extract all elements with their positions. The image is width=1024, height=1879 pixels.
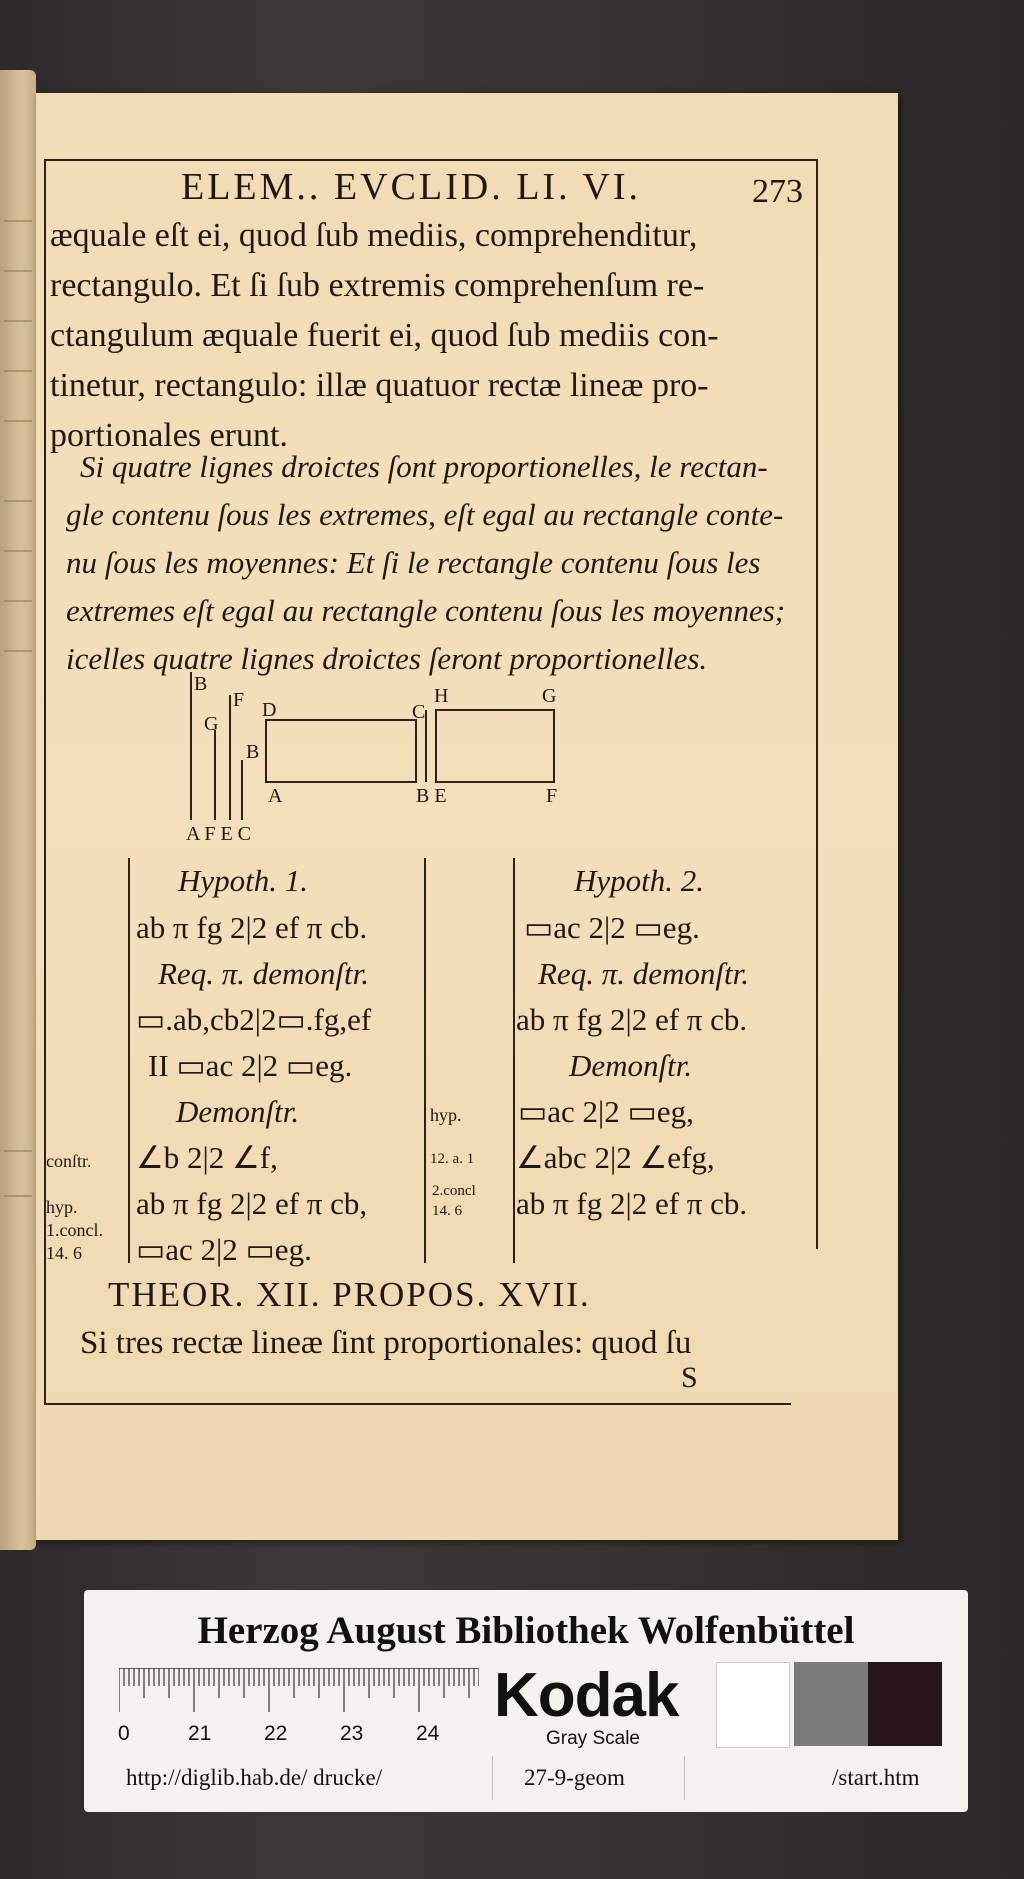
label-g-right: G [542, 685, 557, 707]
left-line-4: ∠b 2|2 ∠f, [136, 1140, 278, 1175]
kodak-logo: Kodak [494, 1661, 679, 1730]
geometry-diagram [186, 670, 706, 850]
left-req: Req. π. demonſtr. [158, 956, 369, 991]
label-f: F [233, 689, 245, 711]
book-page [36, 93, 898, 1540]
label-d: D [262, 699, 277, 721]
strip-divider-2 [684, 1756, 685, 1800]
left-line-2: ▭.ab,cb2|2▭.fg,ef [136, 1002, 372, 1037]
label-b-mid: B [246, 741, 260, 763]
latin-line-4: tinetur, rectangulo: illæ quatuor rectæ lineæ pro- [50, 367, 709, 404]
label-h: H [434, 685, 449, 707]
mid-margin-concl: 2.concl [432, 1183, 476, 1199]
label-b-top: B [194, 673, 208, 695]
ruler-number-21: 21 [188, 1722, 212, 1745]
ruler-scale [119, 1668, 479, 1728]
left-line-5: ab π fg 2|2 ef π cb, [136, 1186, 368, 1221]
strip-divider-1 [492, 1756, 493, 1800]
url-left: http://diglib.hab.de/ drucke/ [126, 1765, 383, 1790]
column-rule-right [513, 858, 515, 1263]
running-title: ELEM.. EVCLID. LI. VI. [181, 166, 642, 208]
mid-margin-hyp: hyp. [430, 1105, 462, 1125]
right-line-4: ∠abc 2|2 ∠efg, [516, 1140, 715, 1175]
left-demonstr: Demonſtr. [176, 1094, 300, 1129]
ruler-number-22: 22 [264, 1722, 288, 1745]
theorem-heading: THEOR. XII. PROPOS. XVII. [108, 1275, 591, 1314]
frame-rule-top [46, 159, 816, 161]
label-f-right: F [546, 785, 558, 807]
label-c: C [412, 701, 426, 723]
french-line-4: extremes eſt egal au rectangle contenu ſous les moyennes; [66, 593, 786, 628]
right-hypoth-title: Hypoth. 2. [574, 863, 705, 898]
latin-line-2: rectangulo. Et ſi ſub extremis comprehenſum re- [50, 267, 705, 304]
left-page-edge [0, 70, 36, 1550]
mid-margin-ref1: 12. a. 1 [430, 1151, 475, 1167]
label-g-left: G [204, 713, 219, 735]
label-be: B E [416, 785, 447, 807]
left-line-3: II ▭ac 2|2 ▭eg. [148, 1048, 353, 1083]
swatch-dark [868, 1662, 942, 1746]
mid-margin-ref2: 14. 6 [432, 1203, 462, 1219]
french-line-2: gle contenu ſous les extremes, eſt egal au rectangle conte- [66, 497, 784, 532]
left-hypoth-title: Hypoth. 1. [178, 863, 309, 898]
right-line-3: ▭ac 2|2 ▭eg, [518, 1094, 694, 1129]
right-line-1: ▭ac 2|2 ▭eg. [524, 910, 700, 945]
column-rule-middle [424, 858, 426, 1263]
ruler-number-24: 24 [416, 1722, 440, 1745]
margin-ref: 14. 6 [46, 1243, 82, 1263]
french-line-3: nu ſous les moyennes: Et ſi le rectangle contenu ſous les [66, 545, 761, 580]
left-line-6: ▭ac 2|2 ▭eg. [136, 1232, 312, 1267]
latin-line-5: portionales erunt. [50, 417, 288, 454]
right-line-2: ab π fg 2|2 ef π cb. [516, 1002, 748, 1037]
label-a: A [268, 785, 283, 807]
margin-constr: conſtr. [46, 1151, 92, 1171]
swatch-white [716, 1662, 790, 1748]
ruler-number-0: 0 [118, 1722, 130, 1745]
gray-scale-label: Gray Scale [546, 1728, 640, 1749]
column-rule-left [128, 858, 130, 1263]
latin-line-3: ctangulum æquale fuerit ei, quod ſub mediis con- [50, 317, 719, 354]
last-line: Si tres rectæ lineæ ſint proportionales: quod ſu [80, 1325, 692, 1361]
frame-rule-right [816, 159, 818, 1249]
french-line-1: Si quatre lignes droictes ſont proportionelles, le rectan- [80, 449, 768, 484]
label-afec: A F E C [186, 823, 252, 845]
color-reference-strip [84, 1590, 968, 1812]
french-line-5: icelles quatre lignes droictes ſeront proportionelles. [66, 641, 708, 676]
latin-line-1: æquale eſt ei, quod ſub mediis, comprehenditur, [50, 217, 698, 254]
right-req: Req. π. demonſtr. [538, 956, 749, 991]
right-demonstr: Demonſtr. [569, 1048, 693, 1083]
frame-rule-left [44, 159, 46, 1405]
ruler-number-23: 23 [340, 1722, 364, 1745]
library-name: Herzog August Bibliothek Wolfenbüttel [197, 1609, 855, 1652]
frame-rule-bottom [46, 1403, 791, 1405]
margin-hyp: hyp. [46, 1197, 78, 1217]
right-line-5: ab π fg 2|2 ef π cb. [516, 1186, 748, 1221]
page-number: 273 [752, 173, 803, 210]
left-line-1: ab π fg 2|2 ef π cb. [136, 910, 368, 945]
url-mid: 27-9-geom [524, 1765, 625, 1790]
margin-concl: 1.concl. [46, 1220, 103, 1240]
url-right: /start.htm [832, 1765, 920, 1790]
signature-mark: S [681, 1361, 698, 1394]
swatch-gray [794, 1662, 868, 1746]
